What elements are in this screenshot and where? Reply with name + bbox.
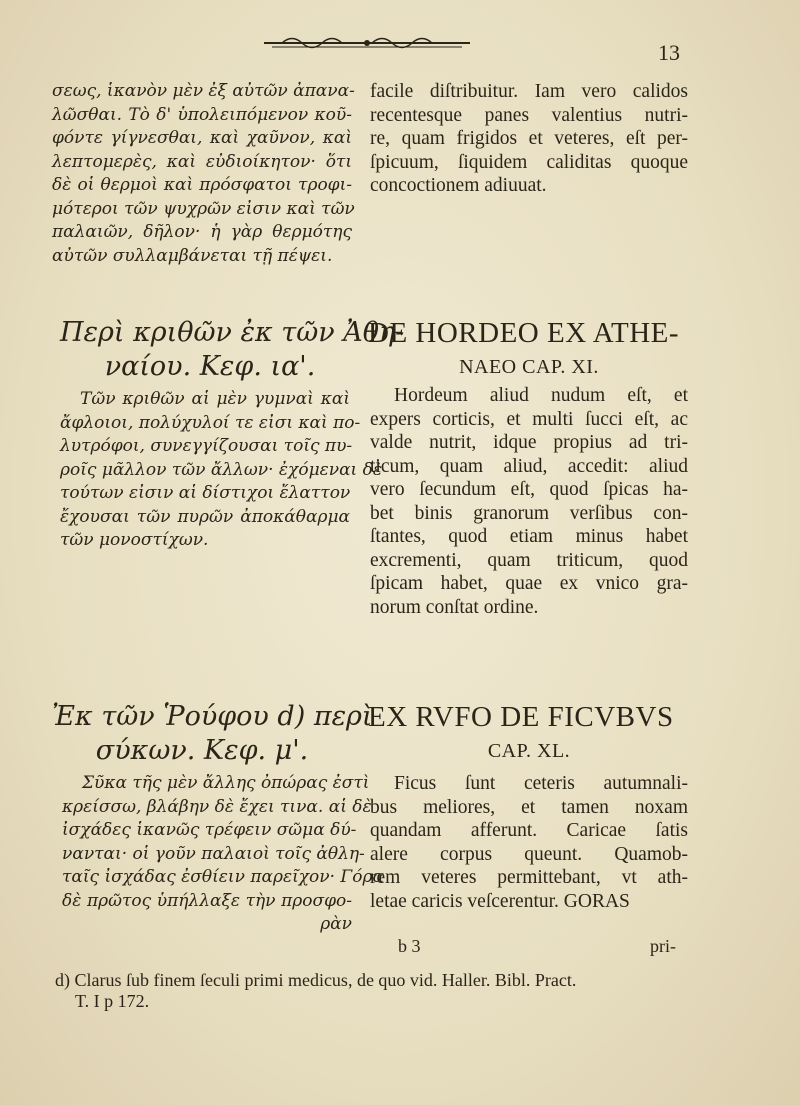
- greek-line: σεως, ἱκανὸν μὲν ἐξ αὐτῶν ἀπανα-: [52, 81, 355, 101]
- latin-body-ficus: [370, 772, 688, 913]
- page-number: 13: [658, 40, 680, 65]
- latin-line: bet binis granorum verſibus con-: [370, 502, 688, 524]
- latin-line: norum conſtat ordine.: [370, 596, 539, 618]
- latin-catchword: pri-: [650, 936, 676, 956]
- latin-body-hordeum: [370, 384, 688, 619]
- latin-line: quandam afferunt. Caricae ſatis: [370, 820, 688, 841]
- latin-line: valde nutrit, idque propius ad tri-: [370, 432, 688, 453]
- latin-line: ſpicam habet, quae ex vnico gra-: [370, 573, 688, 594]
- greek-body-hordeum: [60, 388, 382, 553]
- latin-line: vero ſecundum eſt, quod ſpicas ha-: [370, 479, 688, 500]
- latin-line: bus meliores, et tamen noxam: [370, 796, 688, 818]
- greek-line: τῶν μονοστίχων.: [60, 530, 209, 550]
- latin-line: ſtantes, quod etiam minus habet: [370, 526, 688, 547]
- latin-line: Ficus ſunt ceteris autumnali-: [394, 773, 688, 794]
- greek-column-continuation: [52, 80, 355, 268]
- footnote-line: d) Clarus ſub finem ſeculi primi medicus, de quo vid. Haller. Bibl. Pract.: [55, 970, 577, 990]
- greek-line: λῶσθαι. Τὸ δ' ὑπολειπόμενον κοῦ-: [52, 104, 352, 125]
- latin-heading-hordeum: [368, 316, 690, 384]
- signature-mark: b 3: [398, 936, 421, 956]
- greek-line: ἰσχάδες ἱκανῶς τρέφειν σῶμα δύ-: [62, 820, 357, 840]
- footnote-line: T. I p 172.: [75, 991, 150, 1011]
- latin-heading-ficus: [368, 700, 690, 768]
- greek-line: λεπτομερὲς, καὶ εὐδιοίκητον· ὅτι: [52, 151, 352, 172]
- heading-line: Περὶ κριθῶν ἐκ τῶν Ἀθη-: [60, 317, 405, 348]
- latin-line: ſpicuum, ſiquidem caliditas quoque: [370, 151, 688, 173]
- greek-line: δὲ οἱ θερμοὶ καὶ πρόσφατοι τροφι-: [52, 175, 352, 195]
- latin-line: excrementi, quam triticum, quod: [370, 549, 688, 571]
- greek-line: ροῖς μᾶλλον τῶν ἄλλων· ἐχόμεναι δὲ: [60, 459, 382, 480]
- heading-line: NAEO CAP. XI.: [459, 356, 599, 378]
- heading-line: CAP. XL.: [487, 740, 571, 762]
- greek-line: αὐτῶν συλλαμβάνεται τῇ πέψει.: [52, 245, 333, 266]
- greek-line: Τῶν κριθῶν αἱ μὲν γυμναὶ καὶ: [80, 389, 350, 409]
- greek-line: νανται· οἱ γοῦν παλαιοὶ τοῖς ἀθλη-: [62, 843, 365, 864]
- latin-line: Hordeum aliud nudum eſt, et: [394, 385, 688, 406]
- ornament-rule-icon: [262, 32, 472, 54]
- greek-heading-ficus: [52, 700, 373, 768]
- greek-line: δὲ πρῶτος ὑπήλλαξε τὴν προσφο-: [62, 890, 352, 911]
- latin-line: concoctionem adiuuat.: [370, 175, 547, 196]
- latin-column-continuation: [370, 80, 688, 198]
- greek-body-ficus: [62, 772, 384, 937]
- greek-line: λυτρόφοι, συνεγγίζουσαι τοῖς πυ-: [60, 436, 353, 456]
- heading-line: σύκων. Κεφ. μ'.: [95, 735, 309, 766]
- greek-catchword: ρὰν: [320, 914, 352, 934]
- latin-line: expers corticis, et multi ſucci eſt, ac: [370, 408, 688, 430]
- latin-line: re, quam frigidos et veteres, eſt per-: [370, 128, 688, 149]
- latin-line: ticum, quam aliud, accedit: aliud: [370, 455, 688, 477]
- latin-line: alere corpus queunt. Quamob-: [370, 843, 688, 865]
- heading-line: EX RVFO DE FICVBVS: [368, 701, 674, 733]
- heading-line: ναίου. Κεφ. ια'.: [104, 351, 316, 382]
- greek-line: μότεροι τῶν ψυχρῶν εἰσιν καὶ τῶν: [52, 198, 355, 219]
- latin-line: facile diſtribuitur. Iam vero calidos: [370, 81, 688, 102]
- heading-line: DE HORDEO EX ATHE-: [368, 317, 680, 349]
- heading-line: Ἐκ τῶν Ῥούφου d) περὶ: [52, 701, 373, 732]
- footnote: [55, 970, 695, 1012]
- greek-line: Σῦκα τῆς μὲν ἄλλης ὀπώρας ἐστὶ: [82, 773, 370, 793]
- greek-line: ἔχουσαι τῶν πυρῶν ἀποκάθαρμα: [60, 506, 350, 527]
- greek-line: τούτων εἰσιν αἱ δίστιχοι ἔλαττον: [60, 483, 351, 503]
- latin-line: rem veteres permittebant, vt ath-: [370, 867, 688, 888]
- greek-line: φόντε γίγνεσθαι, καὶ χαῦνον, καὶ: [52, 128, 352, 148]
- greek-line: ταῖς ἰσχάδας ἐσθίειν παρεῖχον· Γόρα: [62, 867, 384, 887]
- greek-line: κρείσσω, βλάβην δὲ ἔχει τινα. αἱ δὲ: [62, 796, 372, 817]
- greek-heading-hordeum: [60, 316, 405, 384]
- greek-line: ἄφλοιοι, πολύχυλοί τε εἰσι καὶ πο-: [60, 412, 361, 433]
- greek-line: παλαιῶν, δῆλον· ἡ γὰρ θερμότης: [52, 222, 352, 242]
- latin-line: letae caricis veſcerentur. GORAS: [370, 890, 630, 912]
- latin-line: recentesque panes valentius nutri-: [370, 104, 688, 126]
